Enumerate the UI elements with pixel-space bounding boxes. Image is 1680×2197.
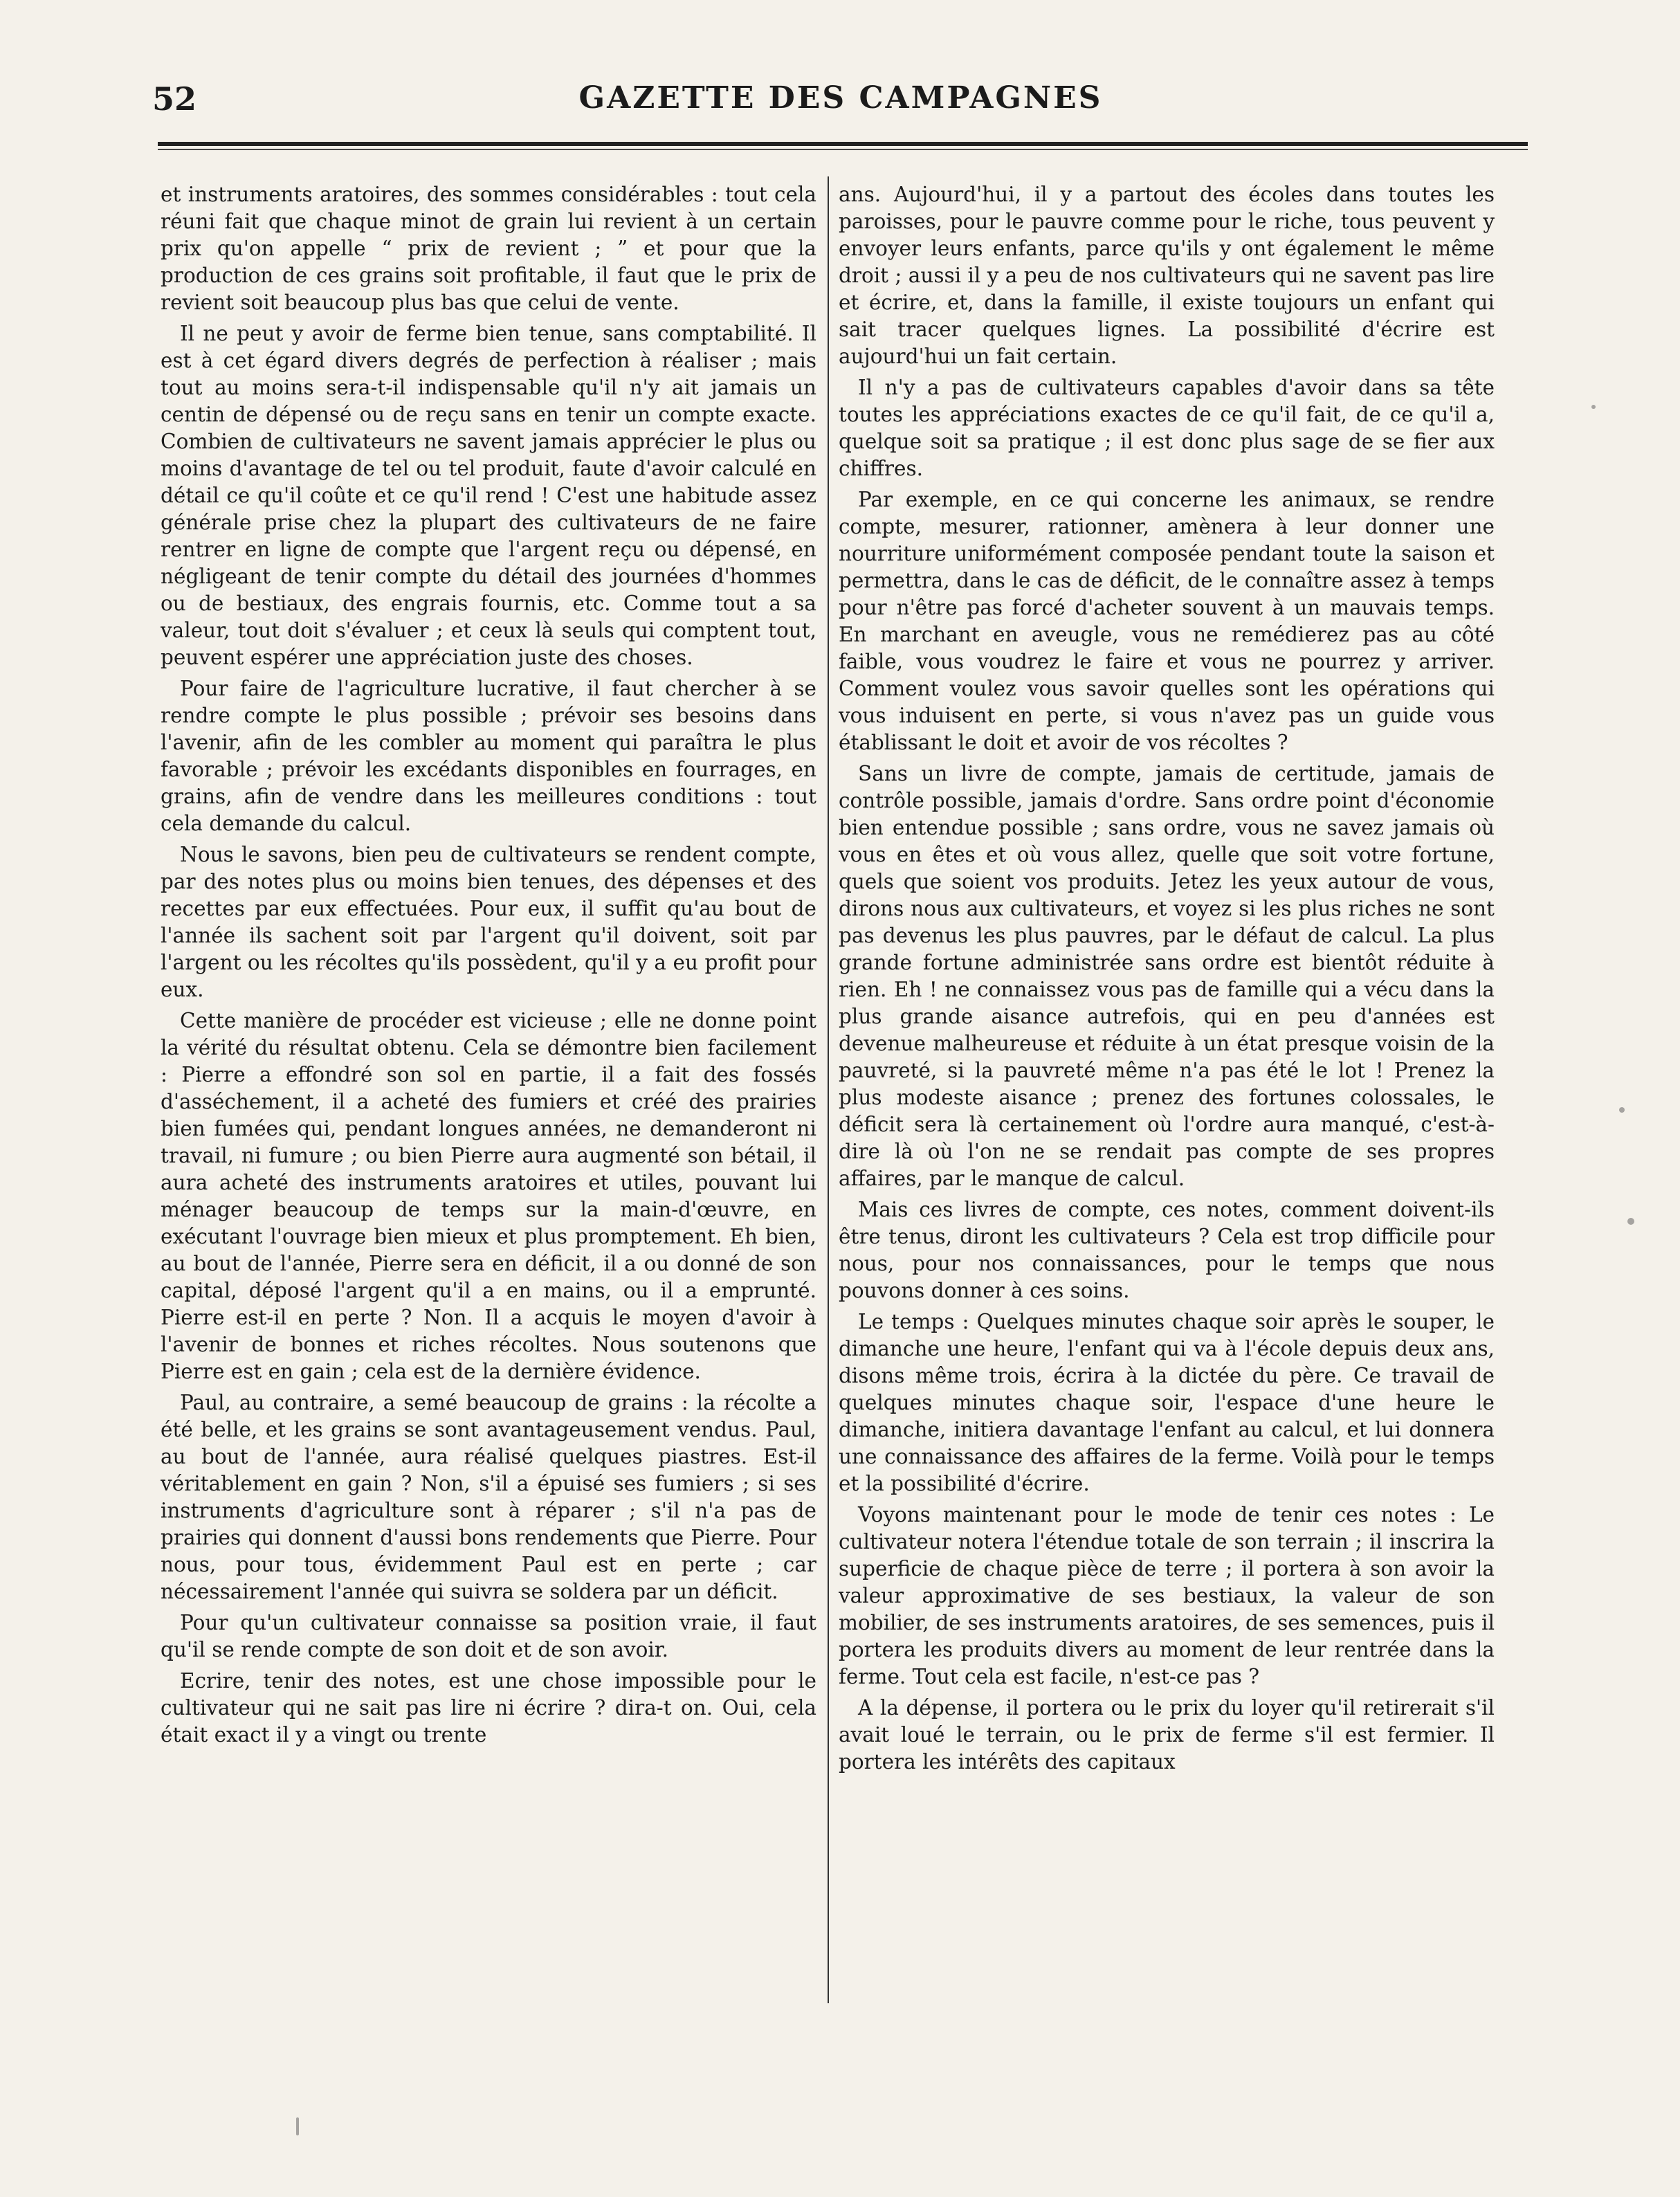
right-column: [839, 181, 1495, 1980]
masthead-title: GAZETTE DES CAMPAGNES: [578, 80, 1103, 116]
paragraph: Pour faire de l'agriculture lucrative, il faut chercher à se rendre compte le plus possible ; prévoir ses besoins dans l'avenir, afin de les combler au moment qui paraîtra le plus favorable ; prévoir les excédants disponibles en fourrages, en grains, afin de vendre dans les meilleures conditions : tout cela demande du calcul.: [161, 677, 816, 835]
paragraph: Sans un livre de compte, jamais de certitude, jamais de contrôle possible, jamais d'ordre. Sans ordre point d'économie bien entendue possible ; sans ordre, vous ne savez jamais où vous en êtes et où vous allez, quelle que soit votre fortune, quels que soient vos produits. Jetez les yeux autour de vous, dirons nous aux cultivateurs, et voyez si les plus riches ne sont pas devenus les plus pauvres, par le défaut de calcul. La plus grande fortune administrée sans ordre est bientôt réduite à rien. Eh ! ne connaissez vous pas de famille qui a vécu dans la plus grande aisance autrefois, qui en peu d'années est devenue malheureuse et réduite à un état presque voisin de la pauvreté, si la pauvreté même n'a pas été le lot ! Prenez la plus modeste aisance ; prenez des fortunes colossales, le déficit sera là certainement où l'ordre aura manqué, c'est-à-dire là où l'on ne se rendait pas compte de ses propres affaires, par le manque de calcul.: [839, 762, 1495, 1190]
print-speckle: [1627, 1218, 1634, 1225]
paragraph: Ecrire, tenir des notes, est une chose impossible pour le cultivateur qui ne sait pas lire ni écrire ? dira-t on. Oui, cela était exact il y a vingt ou trente: [161, 1669, 816, 1747]
paragraph: Le temps : Quelques minutes chaque soir après le souper, le dimanche une heure, l'enfant qui va à l'école depuis deux ans, disons même trois, écrira à la dictée du père. Ce travail de quelques minutes chaque soir, l'espace d'une heure le dimanche, initiera davantage l'enfant au calcul, et lui donnera une connaissance des affaires de la ferme. Voilà pour le temps et la possibilité d'écrire.: [839, 1310, 1495, 1495]
column-divider: [828, 176, 829, 2003]
print-speckle: [1619, 1107, 1625, 1113]
page-header: [152, 76, 1529, 131]
print-speckle: [1591, 405, 1596, 409]
paragraph: Cette manière de procéder est vicieuse ; elle ne donne point la vérité du résultat obtenu. Cela se démontre bien facilement : Pierre a effondré son sol en partie, il a fait des fossés d'asséchement, il a acheté des fumiers et créé des prairies bien fumées qui, pendant longues années, ne demanderont ni travail, ni fumure ; ou bien Pierre aura augmenté son bétail, il aura acheté des instruments aratoires et utiles, pouvant lui ménager beaucoup de temps sur la main-d'œuvre, en exécutant l'ouvrage bien mieux et plus promptement. Eh bien, au bout de l'année, Pierre sera en déficit, il a ou donné de son capital, déposé l'argent qu'il a en mains, ou il a emprunté. Pierre est-il en perte ? Non. Il a acquis le moyen d'avoir à l'avenir de bonnes et riches récoltes. Nous soutenons que Pierre est en gain ; cela est de la dernière évidence.: [161, 1009, 816, 1383]
paragraph: Nous le savons, bien peu de cultivateurs se rendent compte, par des notes plus ou moins bien tenues, des dépenses et des recettes par eux effectuées. Pour eux, il suffit qu'au bout de l'année ils sachent soit par l'argent qu'il doivent, soit par l'argent ou les récoltes qu'ils possèdent, qu'il y a eu profit pour eux.: [161, 843, 816, 1001]
page-number: 52: [152, 80, 197, 118]
paragraph: et instruments aratoires, des sommes considérables : tout cela réuni fait que chaque minot de grain lui revient à un certain prix qu'on appelle “ prix de revient ; ” et pour que la production de ces grains soit profitable, il faut que le prix de revient soit beaucoup plus bas que celui de vente.: [161, 183, 816, 314]
print-speckle: [296, 2117, 299, 2135]
header-rule: [158, 142, 1528, 150]
paragraph: Il ne peut y avoir de ferme bien tenue, sans comptabilité. Il est à cet égard divers degrés de perfection à réaliser ; mais tout au moins sera-t-il indispensable qu'il n'y ait jamais un centin de dépensé ou de reçu sans en tenir un compte exacte. Combien de cultivateurs ne savent jamais apprécier le plus ou moins d'avantage de tel ou tel produit, faute d'avoir calculé en détail ce qu'il coûte et ce qu'il rend ! C'est une habitude assez générale prise chez la plupart des cultivateurs de ne faire rentrer en ligne de compte que l'argent reçu ou dépensé, en négligeant de tenir compte du détail des journées d'hommes ou de bestiaux, des engrais fournis, etc. Comme tout a sa valeur, tout doit s'évaluer ; et ceux là seuls qui comptent tout, peuvent espérer une appréciation juste des choses.: [161, 322, 816, 669]
paragraph: Par exemple, en ce qui concerne les animaux, se rendre compte, mesurer, rationner, amènera à leur donner une nourriture uniformément composée pendant toute la saison et permettra, dans le cas de déficit, de le connaître assez à temps pour n'être pas forcé d'acheter souvent à un mauvais temps. En marchant en aveugle, vous ne remédierez pas au côté faible, vous voudrez le faire et vous ne pourrez y arriver. Comment voulez vous savoir quelles sont les opérations qui vous induisent en perte, si vous n'avez pas un guide vous établissant le doit et avoir de vos récoltes ?: [839, 488, 1495, 754]
paragraph: Pour qu'un cultivateur connaisse sa position vraie, il faut qu'il se rende compte de son doit et de son avoir.: [161, 1611, 816, 1661]
left-column: [161, 181, 816, 1980]
paragraph: Mais ces livres de compte, ces notes, comment doivent-ils être tenus, diront les cultivateurs ? Cela est trop difficile pour nous, pour nos connaissances, pour le temps que nous pouvons donner à ces soins.: [839, 1198, 1495, 1302]
paragraph: Paul, au contraire, a semé beaucoup de grains : la récolte a été belle, et les grains se sont avantageusement vendus. Paul, au bout de l'année, aura réalisé quelques piastres. Est-il véritablement en gain ? Non, s'il a épuisé ses fumiers ; si ses instruments d'agriculture sont à réparer ; s'il n'a pas de prairies qui donnent d'aussi bons rendements que Pierre. Pour nous, pour tous, évidemment Paul est en perte ; car nécessairement l'année qui suivra se soldera par un déficit.: [161, 1391, 816, 1603]
paragraph: A la dépense, il portera ou le prix du loyer qu'il retirerait s'il avait loué le terrain, ou le prix de ferme s'il est fermier. Il portera les intérêts des capitaux: [839, 1696, 1495, 1774]
paragraph: Voyons maintenant pour le mode de tenir ces notes : Le cultivateur notera l'étendue totale de son terrain ; il inscrira la superficie de chaque pièce de terre ; il portera à son avoir la valeur approximative de ses bestiaux, la valeur de son mobilier, de ses instruments aratoires, de ses semences, puis il portera les produits divers au moment de leur rentrée dans la ferme. Tout cela est facile, n'est-ce pas ?: [839, 1503, 1495, 1688]
paragraph: Il n'y a pas de cultivateurs capables d'avoir dans sa tête toutes les appréciations exactes de ce qu'il fait, de ce qu'il a, quelque soit sa pratique ; il est donc plus sage de se fier aux chiffres.: [839, 376, 1495, 480]
paragraph: ans. Aujourd'hui, il y a partout des écoles dans toutes les paroisses, pour le pauvre comme pour le riche, tous peuvent y envoyer leurs enfants, parce qu'ils y ont également le même droit ; aussi il y a peu de nos cultivateurs qui ne savent pas lire et écrire, et, dans la famille, il existe toujours un enfant qui sait tracer quelques lignes. La possibilité d'écrire est aujourd'hui un fait certain.: [839, 183, 1495, 368]
